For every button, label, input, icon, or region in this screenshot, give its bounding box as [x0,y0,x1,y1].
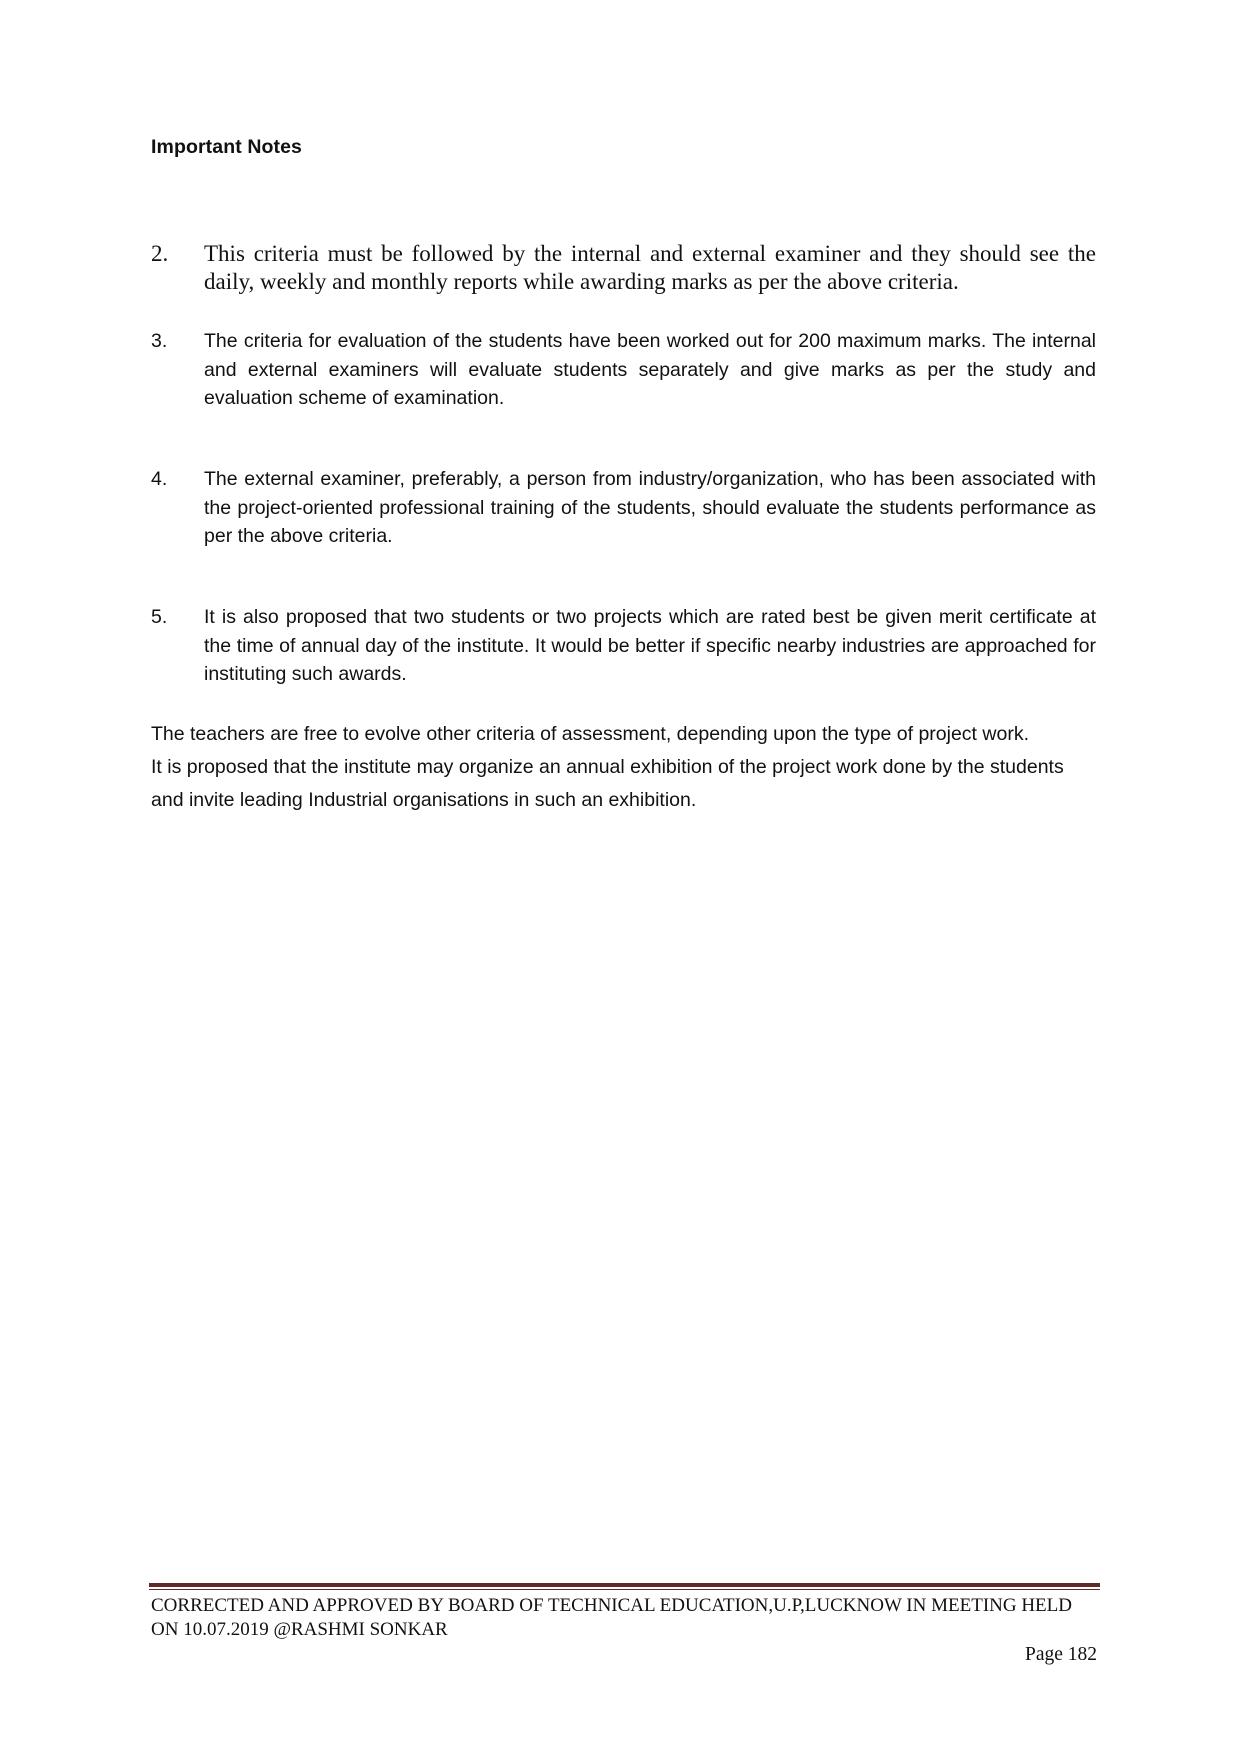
note-number: 3. [151,330,168,352]
paragraph-assessment: The teachers are free to evolve other criteria of assessment, depending upon the type of project work. [151,723,1029,745]
footer-approval-note [151,1594,1111,1642]
footer-divider-thin [149,1589,1100,1590]
closing-paragraphs [151,718,1096,817]
footer-line-1: CORRECTED AND APPROVED BY BOARD OF TECHNICAL EDUCATION,U.P,LUCKNOW IN MEETING HELD [151,1595,1072,1616]
note-text: This criteria must be followed by the internal and external examiner and they should see the daily, weekly and monthly reports while awarding marks as per the above criteria. [204,241,1096,294]
note-number: 2. [151,241,169,266]
note-text: The criteria for evaluation of the students have been worked out for 200 maximum marks. The internal and external examiners will evaluate students separately and give marks as per the study and evaluation scheme of examination. [204,330,1096,409]
note-text: It is also proposed that two students or two projects which are rated best be given merit certificate at the time of annual day of the institute. It would be better if specific nearby industries are approached for instituting such awards. [204,606,1096,685]
page-heading: Important Notes [151,136,303,158]
paragraph-exhibition: It is proposed that the institute may organize an annual exhibition of the project work done by the students and invite leading Industrial organisations in such an exhibition. [151,756,1064,811]
page-number: Page 182 [1024,1644,1097,1665]
note-number: 5. [151,606,168,628]
footer-divider [149,1583,1100,1587]
note-number: 4. [151,468,168,490]
footer-line-2: ON 10.07.2019 @RASHMI SONKAR [151,1619,448,1640]
note-text: The external examiner, preferably, a person from industry/organization, who has been associated with the project-oriented professional training of the students, should evaluate the students performance as per the above criteria. [204,468,1096,547]
